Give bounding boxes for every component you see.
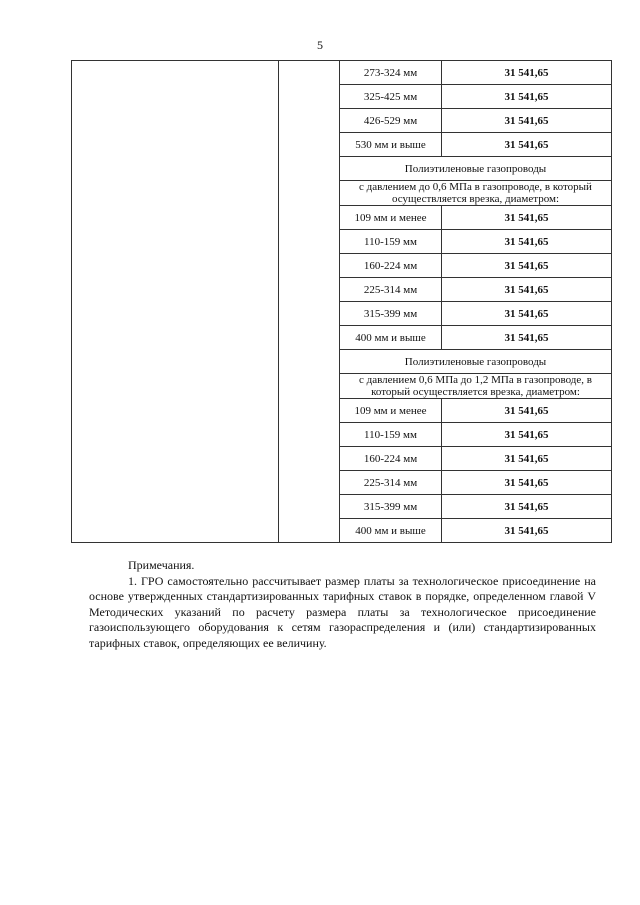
price-cell: 31 541,65 bbox=[442, 109, 612, 133]
diameter-cell: 325-425 мм bbox=[340, 85, 442, 109]
price-cell: 31 541,65 bbox=[442, 133, 612, 157]
diameter-cell: 315-399 мм bbox=[340, 495, 442, 519]
empty-name-cell bbox=[72, 61, 279, 543]
diameter-cell: 110-159 мм bbox=[340, 423, 442, 447]
diameter-cell: 109 мм и менее bbox=[340, 399, 442, 423]
diameter-cell: 110-159 мм bbox=[340, 230, 442, 254]
price-cell: 31 541,65 bbox=[442, 254, 612, 278]
diameter-cell: 273-324 мм bbox=[340, 61, 442, 85]
diameter-cell: 530 мм и выше bbox=[340, 133, 442, 157]
price-cell: 31 541,65 bbox=[442, 278, 612, 302]
diameter-cell: 160-224 мм bbox=[340, 254, 442, 278]
section-subtitle: с давлением 0,6 МПа до 1,2 МПа в газопроводе, в который осуществляется врезка, диаметром: bbox=[340, 374, 612, 399]
diameter-cell: 160-224 мм bbox=[340, 447, 442, 471]
diameter-cell: 225-314 мм bbox=[340, 471, 442, 495]
tariff-table bbox=[71, 60, 612, 543]
table-row bbox=[72, 61, 612, 85]
price-cell: 31 541,65 bbox=[442, 471, 612, 495]
price-cell: 31 541,65 bbox=[442, 495, 612, 519]
diameter-cell: 400 мм и выше bbox=[340, 519, 442, 543]
price-cell: 31 541,65 bbox=[442, 326, 612, 350]
price-cell: 31 541,65 bbox=[442, 206, 612, 230]
price-cell: 31 541,65 bbox=[442, 399, 612, 423]
price-cell: 31 541,65 bbox=[442, 447, 612, 471]
notes-section bbox=[89, 558, 596, 651]
page-number: 5 bbox=[317, 38, 323, 52]
price-cell: 31 541,65 bbox=[442, 61, 612, 85]
price-cell: 31 541,65 bbox=[442, 230, 612, 254]
price-cell: 31 541,65 bbox=[442, 519, 612, 543]
price-cell: 31 541,65 bbox=[442, 85, 612, 109]
section-title: Полиэтиленовые газопроводы bbox=[340, 350, 612, 374]
notes-title: Примечания. bbox=[128, 558, 195, 572]
tariff-table-body bbox=[72, 61, 612, 543]
diameter-cell: 315-399 мм bbox=[340, 302, 442, 326]
diameter-cell: 225-314 мм bbox=[340, 278, 442, 302]
diameter-cell: 426-529 мм bbox=[340, 109, 442, 133]
diameter-cell: 400 мм и выше bbox=[340, 326, 442, 350]
price-cell: 31 541,65 bbox=[442, 423, 612, 447]
section-subtitle: с давлением до 0,6 МПа в газопроводе, в который осуществляется врезка, диаметром: bbox=[340, 181, 612, 206]
price-cell: 31 541,65 bbox=[442, 302, 612, 326]
section-title: Полиэтиленовые газопроводы bbox=[340, 157, 612, 181]
notes-item: 1. ГРО самостоятельно рассчитывает размер платы за технологическое присоединение на основе утвержденных стандартизированных тарифных ставок в порядке, определенном главой V Методических указаний по расчету размера платы за технологическое присоединение газоиспользующего оборудования к сетям газораспределения и (или) стандартизированных тарифных ставок, определяющих ее величину. bbox=[89, 573, 596, 650]
diameter-cell: 109 мм и менее bbox=[340, 206, 442, 230]
empty-unit-cell bbox=[279, 61, 340, 543]
